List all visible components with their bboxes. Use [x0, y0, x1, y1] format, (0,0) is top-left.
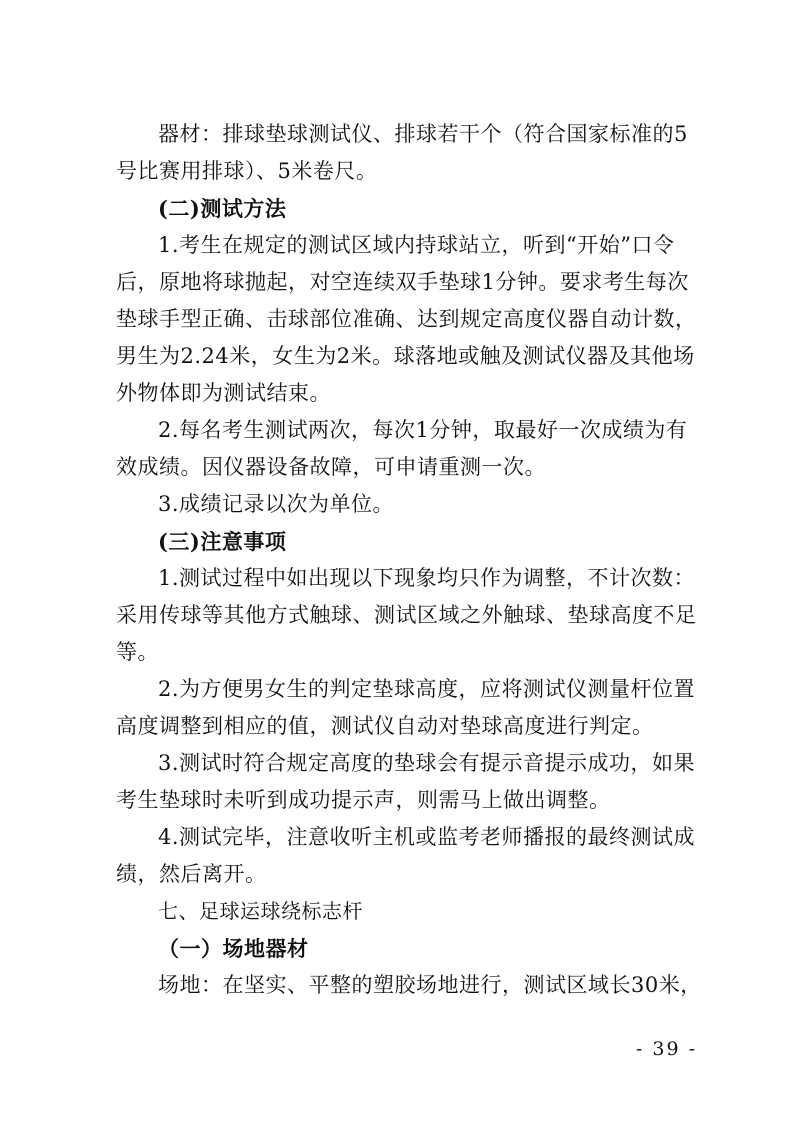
section-heading: (三)注意事项 [158, 529, 287, 554]
text-line: 3.测试时符合规定高度的垫球会有提示音提示成功，如果 [158, 751, 696, 775]
text-line: 1.考生在规定的测试区域内持球站立，听到“开始”口令 [158, 233, 675, 257]
text-line: 3.成绩记录以次为单位。 [158, 492, 395, 516]
text-line: 男生为2.24米，女生为2米。球落地或触及测试仪器及其他场 [116, 344, 695, 368]
text-line: 垫球手型正确、击球部位准确、达到规定高度仪器自动计数， [116, 307, 697, 331]
text-line: 高度调整到相应的值，测试仪自动对垫球高度进行判定。 [116, 714, 654, 738]
text-line: 绩，然后离开。 [116, 862, 267, 886]
section-heading: (二)测试方法 [158, 196, 287, 221]
text-line: 外物体即为测试结束。 [116, 381, 331, 405]
page-number: - 39 - [635, 1038, 697, 1060]
chapter-heading: 七、足球运球绕标志杆 [158, 899, 363, 923]
text-line: 考生垫球时未听到成功提示声，则需马上做出调整。 [116, 788, 611, 812]
document-body [116, 116, 706, 1004]
text-line: 器材：排球垫球测试仪、排球若干个（符合国家标准的5 [158, 122, 688, 146]
text-line: 1.测试过程中如出现以下现象均只作为调整，不计次数： [158, 566, 696, 590]
text-line: 2.为方便男女生的判定垫球高度，应将测试仪测量杆位置 [158, 677, 696, 701]
text-line: 后，原地将球抛起，对空连续双手垫球1分钟。要求考生每次 [116, 270, 689, 294]
text-line: 效成绩。因仪器设备故障，可申请重测一次。 [116, 455, 546, 479]
text-line: 4.测试完毕，注意收听主机或监考老师播报的最终测试成 [158, 825, 696, 849]
text-line: 等。 [116, 640, 159, 664]
text-line: 采用传球等其他方式触球、测试区域之外触球、垫球高度不足 [116, 603, 697, 627]
text-line: 2.每名考生测试两次，每次1分钟，取最好一次成绩为有 [158, 418, 688, 442]
text-line: 号比赛用排球）、5米卷尺。 [116, 159, 378, 183]
section-heading: （一）场地器材 [158, 936, 309, 961]
text-line: 场地：在坚实、平整的塑胶场地进行，测试区域长30米， [158, 973, 702, 997]
